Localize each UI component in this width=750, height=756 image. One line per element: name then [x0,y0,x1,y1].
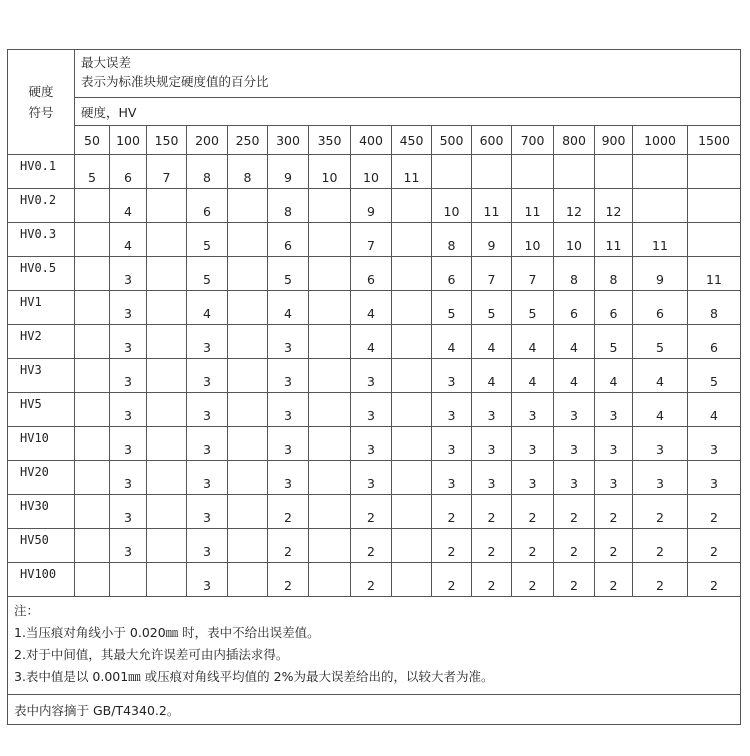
error-value-cell [147,529,187,563]
error-value-cell [75,529,110,563]
error-value-cell [595,155,633,189]
load-header-cell: 900 [595,126,633,155]
error-value-cell: 2 [512,495,554,529]
error-value-cell: 3 [432,359,472,393]
error-value-cell: 3 [187,427,228,461]
load-header-cell: 100 [110,126,147,155]
header-row-loads [8,126,741,155]
error-value-cell [147,189,187,223]
error-value-cell: 4 [512,325,554,359]
error-value-cell: 2 [432,563,472,597]
source-note: 表中内容摘于 GB/T4340.2。 [8,695,741,725]
error-value-cell: 3 [554,393,595,427]
error-value-cell [75,223,110,257]
error-value-cell: 3 [110,325,147,359]
error-value-cell [309,257,351,291]
load-header-cell: 350 [309,126,351,155]
error-value-cell: 3 [512,461,554,495]
table-row [8,495,741,529]
error-value-cell: 2 [595,563,633,597]
error-value-cell [392,461,432,495]
error-value-cell: 3 [472,393,512,427]
error-value-cell: 6 [554,291,595,325]
error-value-cell [392,223,432,257]
error-value-cell: 2 [268,495,309,529]
error-value-cell: 6 [595,291,633,325]
error-value-cell: 2 [633,495,688,529]
load-header-cell: 50 [75,126,110,155]
error-value-cell: 5 [432,291,472,325]
error-value-cell: 2 [351,529,392,563]
error-value-cell: 3 [268,427,309,461]
error-value-cell: 4 [187,291,228,325]
error-value-cell [228,427,268,461]
hardness-symbol-cell: HV0.2 [8,189,75,223]
error-value-cell [75,359,110,393]
error-value-cell: 2 [432,495,472,529]
error-value-cell: 8 [595,257,633,291]
error-value-cell [228,529,268,563]
error-value-cell: 3 [110,393,147,427]
hardness-symbol-cell: HV100 [8,563,75,597]
error-value-cell: 8 [432,223,472,257]
error-value-cell: 2 [351,563,392,597]
error-value-cell [554,155,595,189]
hardness-symbol-cell: HV0.3 [8,223,75,257]
error-value-cell: 3 [432,461,472,495]
table-row [8,291,741,325]
error-value-cell: 6 [351,257,392,291]
error-value-cell: 3 [351,359,392,393]
error-value-cell: 2 [554,495,595,529]
error-value-cell [309,325,351,359]
table-row [8,563,741,597]
error-value-cell: 2 [554,563,595,597]
table-row [8,223,741,257]
error-value-cell: 2 [512,563,554,597]
error-value-cell: 11 [472,189,512,223]
error-value-cell: 9 [268,155,309,189]
error-value-cell: 3 [351,427,392,461]
error-value-cell: 11 [595,223,633,257]
error-value-cell [309,495,351,529]
table-caption [75,50,741,98]
error-value-cell: 3 [110,529,147,563]
error-value-cell: 5 [595,325,633,359]
error-value-cell: 3 [595,427,633,461]
error-value-cell: 3 [554,461,595,495]
notes-row [8,597,741,695]
error-value-cell: 8 [268,189,309,223]
error-value-cell [75,393,110,427]
note-item-1: 1.当压痕对角线小于 0.020㎜ 时，表中不给出误差值。 [14,625,320,640]
error-value-cell: 12 [595,189,633,223]
error-value-cell: 3 [268,359,309,393]
error-value-cell: 4 [110,189,147,223]
header-row-unit [8,98,741,126]
error-value-cell: 5 [688,359,741,393]
error-value-cell [633,189,688,223]
error-value-cell: 9 [351,189,392,223]
error-value-cell: 3 [512,393,554,427]
load-header-cell: 1000 [633,126,688,155]
load-header-cell: 150 [147,126,187,155]
error-value-cell [147,359,187,393]
error-value-cell: 3 [268,393,309,427]
error-value-cell [147,325,187,359]
error-value-cell [75,291,110,325]
error-value-cell: 3 [187,325,228,359]
load-header-cell: 600 [472,126,512,155]
error-value-cell [392,495,432,529]
error-value-cell: 4 [351,291,392,325]
table-title: 最大误差 [81,55,132,70]
error-value-cell [432,155,472,189]
header-row-title [8,50,741,98]
source-row [8,695,741,725]
error-value-cell [309,427,351,461]
error-value-cell: 4 [472,325,512,359]
error-value-cell: 4 [595,359,633,393]
error-value-cell [147,223,187,257]
hardness-error-table-document [7,49,740,725]
error-value-cell: 4 [554,359,595,393]
error-value-cell [633,155,688,189]
error-value-cell: 11 [633,223,688,257]
load-header-cell: 700 [512,126,554,155]
error-value-cell [392,359,432,393]
error-value-cell: 2 [688,563,741,597]
error-value-cell [228,563,268,597]
error-value-cell: 3 [268,325,309,359]
error-value-cell: 2 [595,495,633,529]
error-value-cell: 3 [110,291,147,325]
error-value-cell: 2 [633,563,688,597]
error-value-cell [147,563,187,597]
error-value-cell: 3 [512,427,554,461]
error-value-cell: 3 [351,461,392,495]
error-value-cell: 4 [472,359,512,393]
error-value-cell: 3 [351,393,392,427]
hardness-symbol-cell: HV1 [8,291,75,325]
error-value-cell: 2 [268,529,309,563]
error-value-cell: 4 [268,291,309,325]
table-row [8,461,741,495]
error-value-cell: 3 [432,427,472,461]
error-value-cell: 3 [688,427,741,461]
error-value-cell: 3 [633,427,688,461]
error-value-cell: 10 [432,189,472,223]
error-value-cell: 3 [472,427,512,461]
table-row [8,529,741,563]
error-value-cell: 10 [554,223,595,257]
load-header-cell: 500 [432,126,472,155]
error-value-cell: 5 [633,325,688,359]
load-header-cell: 250 [228,126,268,155]
error-value-cell: 11 [512,189,554,223]
error-value-cell: 11 [392,155,432,189]
error-value-cell [228,291,268,325]
error-value-cell [309,461,351,495]
load-header-cell: 450 [392,126,432,155]
error-value-cell: 3 [688,461,741,495]
error-value-cell: 5 [512,291,554,325]
hardness-symbol-cell: HV0.1 [8,155,75,189]
error-value-cell: 10 [351,155,392,189]
error-value-cell: 4 [432,325,472,359]
error-value-cell [228,189,268,223]
error-value-cell: 4 [110,223,147,257]
error-value-cell: 7 [472,257,512,291]
error-value-cell: 2 [688,495,741,529]
unit-label: 硬度，HV [75,98,741,126]
hardness-symbol-cell: HV50 [8,529,75,563]
load-header-cell: 800 [554,126,595,155]
error-value-cell [472,155,512,189]
error-value-cell [392,257,432,291]
error-value-cell: 10 [512,223,554,257]
symbol-header-line1: 硬度 [28,84,54,99]
error-value-cell: 4 [351,325,392,359]
error-value-cell: 4 [633,359,688,393]
error-value-cell: 3 [187,529,228,563]
load-header-cell: 200 [187,126,228,155]
error-value-cell [147,495,187,529]
error-value-cell: 10 [309,155,351,189]
error-value-cell: 9 [472,223,512,257]
table-row [8,359,741,393]
error-value-cell: 3 [187,359,228,393]
error-value-cell: 2 [268,563,309,597]
error-value-cell: 8 [554,257,595,291]
error-value-cell: 8 [187,155,228,189]
error-value-cell: 3 [633,461,688,495]
error-value-cell: 2 [633,529,688,563]
error-value-cell [688,155,741,189]
error-value-cell [309,189,351,223]
error-value-cell: 3 [432,393,472,427]
table-row [8,155,741,189]
error-value-cell [392,563,432,597]
error-value-cell: 3 [187,495,228,529]
error-value-cell: 6 [432,257,472,291]
error-value-cell: 5 [187,257,228,291]
error-value-cell [392,427,432,461]
error-value-cell: 6 [268,223,309,257]
error-value-cell: 6 [110,155,147,189]
error-value-cell [392,291,432,325]
error-value-cell: 2 [595,529,633,563]
error-value-cell [75,189,110,223]
error-value-cell: 3 [472,461,512,495]
note-item-2: 2.对于中间值，其最大允许误差可由内插法求得。 [14,647,289,662]
error-value-cell [228,495,268,529]
error-value-cell: 11 [688,257,741,291]
error-value-cell [75,495,110,529]
error-value-cell: 3 [268,461,309,495]
error-value-cell [228,359,268,393]
notes-heading: 注： [14,603,40,618]
error-value-cell: 6 [633,291,688,325]
symbol-header-line2: 符号 [28,105,54,120]
note-item-3: 3.表中值是以 0.001㎜ 或压痕对角线平均值的 2%为最大误差给出的，以较大者为准。 [14,669,494,684]
table-row [8,189,741,223]
load-header-cell: 300 [268,126,309,155]
error-value-cell [75,563,110,597]
error-value-cell: 3 [595,461,633,495]
error-value-cell [688,189,741,223]
load-header-cell: 400 [351,126,392,155]
load-header-cell: 1500 [688,126,741,155]
error-value-cell: 2 [472,529,512,563]
error-value-cell: 2 [554,529,595,563]
error-value-cell: 3 [187,461,228,495]
error-value-cell [147,257,187,291]
error-value-cell [228,223,268,257]
error-value-cell: 2 [432,529,472,563]
hardness-symbol-cell: HV2 [8,325,75,359]
error-value-cell [75,461,110,495]
error-value-cell: 2 [688,529,741,563]
error-value-cell [309,359,351,393]
symbol-column-header [8,50,75,155]
error-value-cell: 8 [228,155,268,189]
error-value-cell: 6 [688,325,741,359]
error-value-cell [309,393,351,427]
error-value-cell: 8 [688,291,741,325]
error-value-cell [228,325,268,359]
error-value-cell [147,291,187,325]
error-value-cell: 4 [633,393,688,427]
error-value-cell: 9 [633,257,688,291]
error-value-cell: 2 [472,495,512,529]
error-value-cell: 3 [110,495,147,529]
error-value-cell: 3 [187,393,228,427]
error-value-cell [688,223,741,257]
error-value-cell: 2 [512,529,554,563]
hardness-symbol-cell: HV30 [8,495,75,529]
error-value-cell [75,257,110,291]
table-row [8,393,741,427]
error-value-cell: 6 [187,189,228,223]
error-value-cell [75,325,110,359]
error-value-cell [110,563,147,597]
max-error-table [7,49,741,725]
error-value-cell: 3 [187,563,228,597]
error-value-cell [75,427,110,461]
error-value-cell [392,325,432,359]
error-value-cell [512,155,554,189]
table-subtitle: 表示为标准块规定硬度值的百分比 [81,74,269,89]
error-value-cell: 2 [351,495,392,529]
error-value-cell [228,393,268,427]
error-value-cell: 5 [75,155,110,189]
notes-cell [8,597,741,695]
error-value-cell: 3 [110,257,147,291]
error-value-cell: 5 [187,223,228,257]
error-value-cell: 4 [512,359,554,393]
error-value-cell: 4 [688,393,741,427]
error-value-cell: 3 [110,461,147,495]
hardness-symbol-cell: HV20 [8,461,75,495]
error-value-cell: 3 [554,427,595,461]
error-value-cell: 12 [554,189,595,223]
error-value-cell: 3 [110,427,147,461]
error-value-cell [392,189,432,223]
error-value-cell [392,393,432,427]
hardness-symbol-cell: HV10 [8,427,75,461]
error-value-cell: 5 [268,257,309,291]
error-value-cell [228,461,268,495]
hardness-symbol-cell: HV5 [8,393,75,427]
error-value-cell: 7 [512,257,554,291]
error-value-cell [392,529,432,563]
table-row [8,257,741,291]
error-value-cell: 7 [351,223,392,257]
table-row [8,427,741,461]
error-value-cell [309,223,351,257]
error-value-cell: 3 [595,393,633,427]
error-value-cell [309,529,351,563]
error-value-cell [147,427,187,461]
error-value-cell: 3 [110,359,147,393]
error-value-cell: 7 [147,155,187,189]
error-value-cell [309,563,351,597]
error-value-cell [147,393,187,427]
error-value-cell [147,461,187,495]
hardness-symbol-cell: HV0.5 [8,257,75,291]
table-row [8,325,741,359]
error-value-cell [309,291,351,325]
error-value-cell: 2 [472,563,512,597]
error-value-cell [228,257,268,291]
error-value-cell: 5 [472,291,512,325]
hardness-symbol-cell: HV3 [8,359,75,393]
error-value-cell: 4 [554,325,595,359]
